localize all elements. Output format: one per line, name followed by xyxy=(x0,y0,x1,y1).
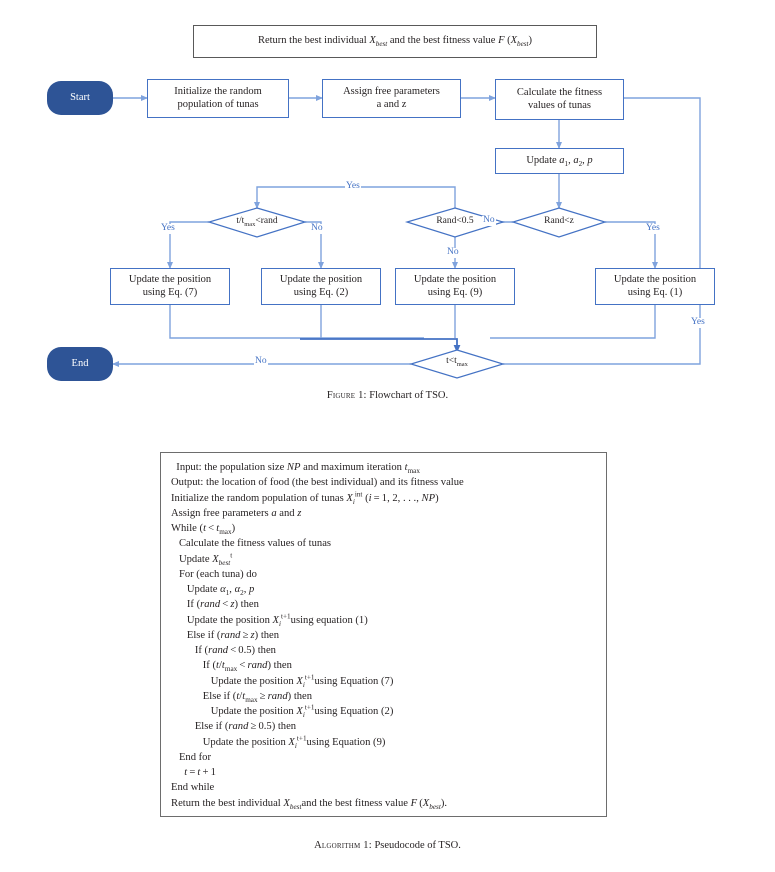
code-line: Initialize the random population of tunas $X_i^{int}$ (i = 1, 2, . . ., NP) xyxy=(171,489,439,506)
node-start-label: Start xyxy=(70,91,90,103)
code-line: Else if ($t/t_{max}$ ≥ rand) then xyxy=(171,690,313,704)
node-assign-parameters xyxy=(322,79,461,118)
node-end xyxy=(47,347,113,381)
code-line: While $(t < t_{max})$ xyxy=(171,523,236,537)
decision-t-lt-tmax-label: $t<t_{max}$ xyxy=(446,356,468,368)
figure-caption-prefix: Figure 1: xyxy=(326,390,367,401)
node-assign-label: Assign free parameters a and z xyxy=(343,85,440,110)
node-update-eq7-label: Update the position using Eq. (7) xyxy=(128,273,212,298)
edge-label-no-between: No xyxy=(483,215,495,225)
figure-caption xyxy=(0,390,775,401)
edge-label-no-left: No xyxy=(311,223,323,233)
node-update-params xyxy=(495,148,624,174)
edge-label-yes-right: Yes xyxy=(646,223,660,233)
edge-label-yes-outer: Yes xyxy=(691,317,705,327)
code-line: Input: the population size NP and maximum iteration $t_{max}$ xyxy=(171,462,420,476)
edge-label-no-end: No xyxy=(255,356,267,366)
code-line: Return the best individual $X_{best}and$ the best fitness value F $(X_{best})$. xyxy=(171,797,448,811)
node-end-label: End xyxy=(71,357,89,369)
node-start xyxy=(47,81,113,115)
banner-return-best xyxy=(193,25,597,58)
code-line: End for xyxy=(171,751,212,763)
algorithm-caption-text: Pseudocode of TSO. xyxy=(374,840,461,851)
code-line: t = t + 1 xyxy=(184,767,216,778)
flowchart-connectors xyxy=(0,0,775,410)
node-update-eq9 xyxy=(395,268,515,305)
code-line: End while xyxy=(171,782,215,794)
code-line: Update the position $X_i^{t+1}using$ Equation (2) xyxy=(171,703,394,720)
node-initialize-population xyxy=(147,79,289,118)
code-line: Else if (rand ≥ z) then xyxy=(171,629,280,641)
banner-text: Return the best individual $X_{best}$ and the best fitness value F $(X_{best})$ xyxy=(257,35,533,49)
node-update-eq2 xyxy=(261,268,381,305)
node-update-eq1-label: Update the position using Eq. (1) xyxy=(613,273,697,298)
flowchart-figure xyxy=(0,0,775,410)
node-calculate-label: Calculate the fitness values of tunas xyxy=(516,86,603,111)
node-update-params-label: Update $a_1$, $a_2$, p xyxy=(526,154,593,168)
edge-label-yes-top: Yes xyxy=(346,181,360,191)
decision-ttmax-rand-label: $t/t_{max}<rand$ xyxy=(236,216,278,228)
code-line: Calculate the fitness values of tunas xyxy=(171,538,332,550)
code-line: Update $\alpha_1$, $\alpha_2$, p xyxy=(171,584,255,598)
edge-label-yes-left: Yes xyxy=(161,223,175,233)
code-line: Update the position $X_i^{t+1}using$ equation (1) xyxy=(171,611,368,628)
code-line: Update the position $X_i^{t+1}using$ Equation (9) xyxy=(171,733,386,750)
code-line: For (each tuna) do xyxy=(171,568,257,580)
code-line: Update the position $X_i^{t+1}using$ Equation (7) xyxy=(171,672,394,689)
node-calculate-fitness xyxy=(495,79,624,120)
figure-caption-text: Flowchart of TSO. xyxy=(369,390,449,401)
algorithm-box xyxy=(160,452,607,817)
decision-rand-half-label: Rand<0.5 xyxy=(436,216,474,226)
decision-rand-z-label: Rand<z xyxy=(544,216,574,226)
code-line: Else if (rand ≥ 0.5) then xyxy=(171,721,297,733)
node-initialize-label: Initialize the random population of tunas xyxy=(174,85,262,110)
node-update-eq2-label: Update the position using Eq. (2) xyxy=(279,273,363,298)
algorithm-caption-prefix: Algorithm 1: xyxy=(314,840,372,851)
code-line: If (rand < z) then xyxy=(171,599,259,611)
code-line: Output: the location of food (the best individual) and its fitness value xyxy=(171,477,464,489)
code-line: If (rand < 0.5) then xyxy=(171,645,276,656)
node-update-eq9-label: Update the position using Eq. (9) xyxy=(413,273,497,298)
code-line: Update $X_{best}^t$ xyxy=(171,550,233,567)
node-update-eq1 xyxy=(595,268,715,305)
code-line: If ($t/t_{max}$ < rand) then xyxy=(171,660,292,674)
node-update-eq7 xyxy=(110,268,230,305)
code-line: Assign free parameters a and z xyxy=(171,507,302,519)
edge-label-no-mid: No xyxy=(447,247,459,257)
algorithm-caption xyxy=(0,840,775,851)
